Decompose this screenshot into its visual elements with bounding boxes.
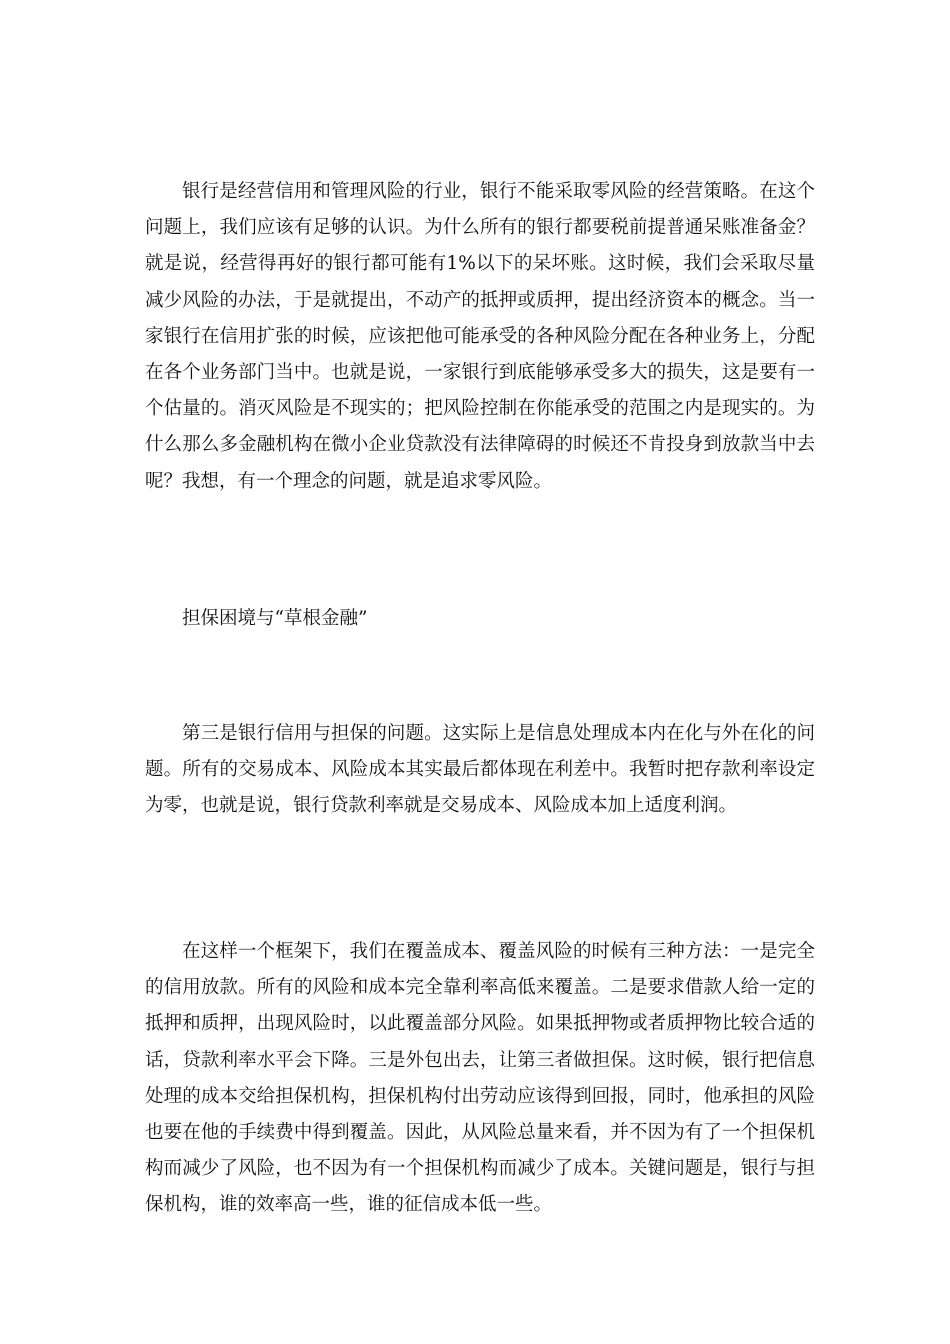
paragraph-risk-management: 银行是经营信用和管理风险的行业，银行不能采取零风险的经营策略。在这个问题上，我们应该有足够的认识。为什么所有的银行都要税前提普通呆账准备金？就是说，经营得再好的银行都可能有1%以下的呆坏账。这时候，我们会采取尽量减少风险的办法，于是就提出，不动产的抵押或质押，提出经济资本的概念。当一家银行在信用扩张的时候，应该把他可能承受的各种风险分配在各种业务上，分配在各个业务部门当中。也就是说，一家银行到底能够承受多大的损失，这是要有一个估量的。消灭风险是不现实的；把风险控制在你能承受的范围之内是现实的。为什么那么多金融机构在微小企业贷款没有法律障碍的时候还不肯投身到放款当中去呢？我想，有一个理念的问题，就是追求零风险。 [145, 181, 815, 492]
section-heading: 担保困境与“草根金融” [182, 608, 368, 629]
paragraph-three-methods: 在这样一个框架下，我们在覆盖成本、覆盖风险的时候有三种方法：一是完全的信用放款。所有的风险和成本完全靠利率高低来覆盖。二是要求借款人给一定的抵押和质押，出现风险时，以此覆盖部分风险。如果抵押物或者质押物比较合适的话，贷款利率水平会下降。三是外包出去，让第三者做担保。这时候，银行把信息处理的成本交给担保机构，担保机构付出劳动应该得到回报，同时，他承担的风险也要在他的手续费中得到覆盖。因此，从风险总量来看，并不因为有了一个担保机构而减少了风险，也不因为有一个担保机构而减少了成本。关键问题是，银行与担保机构，谁的效率高一些，谁的征信成本低一些。 [145, 941, 815, 1216]
paragraph-credit-guarantee: 第三是银行信用与担保的问题。这实际上是信息处理成本内在化与外在化的问题。所有的交易成本、风险成本其实最后都体现在利差中。我暂时把存款利率设定为零，也就是说，银行贷款利率就是交易成本、风险成本加上适度利润。 [145, 723, 815, 817]
